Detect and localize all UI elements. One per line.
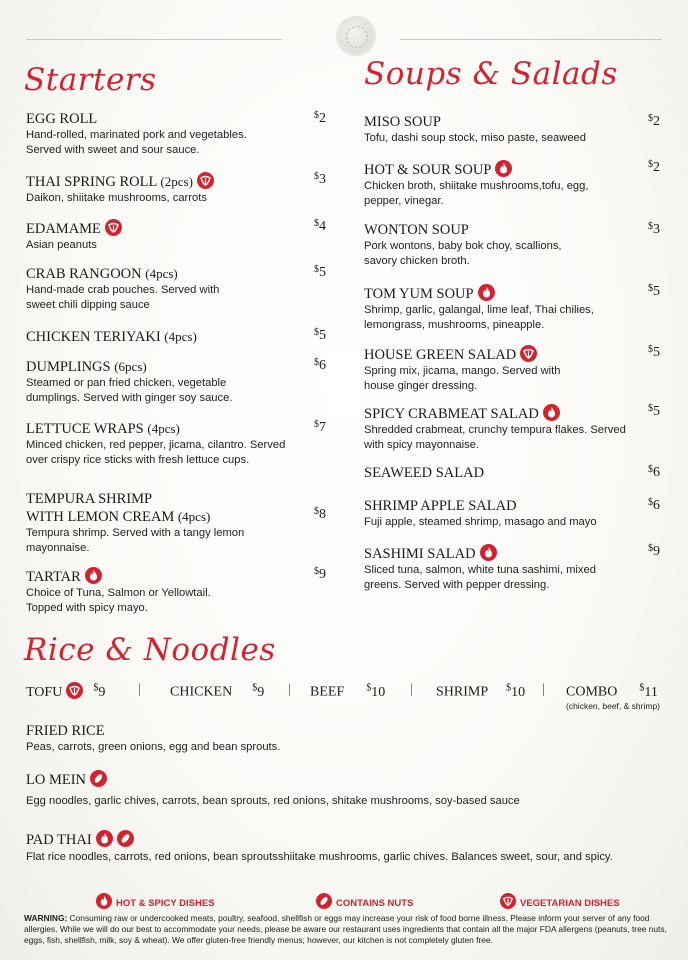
- item-name: HOT & SOUR SOUP: [364, 162, 492, 178]
- item-price: $8: [314, 506, 326, 522]
- protein-option: CHICKEN $9: [170, 682, 265, 700]
- item-price: $2: [648, 159, 660, 175]
- vegetarian-icon: [520, 345, 537, 362]
- item-qty: (4pcs): [145, 266, 178, 281]
- item-qty: (4pcs): [164, 329, 197, 344]
- menu-item: [26, 265, 306, 313]
- menu-item: [26, 219, 306, 253]
- separator: |: [410, 682, 413, 697]
- menu-item: [364, 345, 644, 394]
- item-desc: Hand-rolled, marinated pork and vegetables. Served with sweet and sour sauce.: [26, 129, 247, 156]
- protein-option: COMBO $11: [566, 682, 658, 700]
- menu-item: [26, 111, 306, 158]
- item-price: $2: [648, 113, 660, 129]
- item-price: $7: [314, 419, 326, 435]
- item-desc: Tofu, dashi soup stock, miso paste, seaweed: [364, 132, 587, 144]
- spicy-icon: [495, 160, 512, 177]
- menu-item: [26, 328, 306, 346]
- menu-item: [364, 114, 644, 146]
- item-qty: (2pcs): [160, 174, 193, 189]
- item-price: $5: [648, 403, 660, 419]
- item-desc: Peas, carrots, green onions, egg and bean sprouts.: [26, 741, 281, 753]
- menu-item: [364, 222, 644, 269]
- vegetarian-icon: [500, 893, 516, 909]
- protein-option: SHRIMP $10: [436, 682, 526, 700]
- item-price: $5: [314, 327, 326, 343]
- menu-item: [364, 465, 644, 482]
- nuts-icon: [316, 893, 332, 909]
- menu-item: [26, 830, 666, 865]
- legend-vegetarian: VEGETARIAN DISHES: [500, 893, 620, 909]
- protein-options: [26, 682, 676, 702]
- item-desc: Spring mix, jicama, mango. Served with house ginger dressing.: [364, 365, 561, 392]
- item-name: SHRIMP APPLE SALAD: [364, 498, 517, 514]
- menu-item: [364, 544, 644, 593]
- item-desc: Shredded crabmeat, crunchy tempura flakes. Served with spicy mayonnaise.: [364, 424, 626, 451]
- spicy-icon: [96, 830, 113, 847]
- nuts-icon: [117, 830, 134, 847]
- vegetarian-icon: [105, 219, 122, 236]
- item-price: $5: [314, 264, 326, 280]
- heading-rice-noodles: Rice & Noodles: [24, 632, 276, 668]
- item-name: PAD THAI: [26, 832, 92, 848]
- item-name: CRAB RANGOON: [26, 266, 142, 282]
- item-price: $5: [648, 283, 660, 299]
- item-desc: Sliced tuna, salmon, white tuna sashimi, mixed greens. Served with pepper dressing.: [364, 564, 596, 591]
- logo-seal: [336, 16, 376, 56]
- menu-item: [26, 770, 666, 809]
- menu-item: [364, 160, 644, 209]
- heading-starters: Starters: [24, 62, 157, 98]
- vegetarian-icon: [197, 172, 214, 189]
- item-price: $3: [648, 221, 660, 237]
- menu-item: [26, 723, 666, 755]
- spicy-icon: [96, 893, 112, 909]
- item-name: TARTAR: [26, 569, 81, 585]
- item-name: WONTON SOUP: [364, 222, 469, 238]
- legend-nuts: CONTAINS NUTS: [316, 893, 413, 909]
- item-name: TOM YUM SOUP: [364, 286, 474, 302]
- menu-item: [26, 491, 306, 556]
- item-desc: Flat rice noodles, carrots, red onions, bean sproutsshiitake mushrooms, garlic chives. Balances sweet, sour, and spicy.: [26, 851, 613, 863]
- item-price: $6: [314, 357, 326, 373]
- spicy-icon: [478, 284, 495, 301]
- menu-item: [26, 358, 306, 406]
- item-desc: Steamed or pan fried chicken, vegetable dumplings. Served with ginger soy sauce.: [26, 377, 233, 404]
- spicy-icon: [480, 544, 497, 561]
- spicy-icon: [85, 567, 102, 584]
- heading-soups-salads: Soups & Salads: [364, 56, 618, 92]
- combo-note: (chicken, beef, & shrimp): [566, 701, 661, 711]
- item-desc: Hand-made crab pouches. Served with sweet chili dipping sauce: [26, 284, 220, 311]
- item-price: $4: [314, 218, 326, 234]
- item-name: LO MEIN: [26, 772, 87, 788]
- item-price: $6: [648, 464, 660, 480]
- item-desc: Daikon, shiitake mushrooms, carrots: [26, 192, 207, 204]
- protein-option: BEEF $10: [310, 682, 386, 700]
- item-desc: Choice of Tuna, Salmon or Yellowtail. Topped with spicy mayo.: [26, 587, 211, 614]
- item-name: TEMPURA SHRIMP: [26, 491, 153, 507]
- item-desc: Chicken broth, shiitake mushrooms,tofu, egg, pepper, vinegar.: [364, 180, 589, 207]
- item-qty: (6pcs): [114, 359, 147, 374]
- item-name: SPICY CRABMEAT SALAD: [364, 406, 539, 422]
- item-name: DUMPLINGS: [26, 359, 111, 375]
- menu-item: [364, 284, 644, 333]
- item-name: THAI SPRING ROLL: [26, 174, 157, 190]
- item-qty: (4pcs): [177, 509, 211, 524]
- separator: |: [542, 682, 545, 697]
- item-name: EDAMAME: [26, 221, 101, 237]
- spicy-icon: [543, 404, 560, 421]
- menu-item: [364, 404, 644, 453]
- legend-spicy: HOT & SPICY DISHES: [96, 893, 215, 909]
- item-name: FRIED RICE: [26, 723, 105, 739]
- item-name: LETTUCE WRAPS: [26, 421, 144, 437]
- menu-item: [26, 567, 306, 616]
- allergy-warning: WARNING: Consuming raw or undercooked meats, poultry, seafood, shellfish or eggs may increase your risk of food borne illness. Please inform your server of any food allergies. While we will do our best to accommodate your needs, please be aware our restaurant uses ingredients that contain all the major FDA allergens (peanuts, tree nuts, eggs, fish, shellfish, milk, soy & wheat). We offer gluten-free friendly menus; however, our kitchen is not completely gluten free.: [24, 913, 667, 945]
- item-desc: Egg noodles, garlic chives, carrots, bean sprouts, red onions, shitake mushrooms, soy-based sauce: [26, 795, 520, 807]
- item-desc: Minced chicken, red pepper, jicama, cilantro. Served over crispy rice sticks with fresh lettuce cups.: [26, 439, 286, 466]
- separator: |: [288, 682, 291, 697]
- menu-item: [26, 420, 306, 468]
- item-name: CHICKEN TERIYAKI: [26, 329, 161, 345]
- menu-item: [364, 498, 644, 530]
- item-price: $6: [648, 497, 660, 513]
- item-desc: Pork wontons, baby bok choy, scallions, savory chicken broth.: [364, 240, 562, 267]
- item-name: SEAWEED SALAD: [364, 465, 485, 481]
- item-price: $9: [648, 543, 660, 559]
- item-name: EGG ROLL: [26, 111, 98, 127]
- item-price: $3: [314, 171, 326, 187]
- item-name-line2: WITH LEMON CREAM: [26, 509, 175, 525]
- item-qty: (4pcs): [147, 421, 180, 436]
- protein-option: TOFU $9: [26, 682, 106, 700]
- item-desc: Fuji apple, steamed shrimp, masago and mayo: [364, 516, 597, 528]
- item-desc: Shrimp, garlic, galangal, lime leaf, Thai chilies, lemongrass, mushrooms, pineapple.: [364, 304, 594, 331]
- vegetarian-icon: [66, 682, 83, 699]
- item-desc: Tempura shrimp. Served with a tangy lemon mayonnaise.: [26, 527, 245, 554]
- item-desc: Asian peanuts: [26, 239, 97, 251]
- item-name: MISO SOUP: [364, 114, 441, 130]
- item-price: $5: [648, 344, 660, 360]
- menu-item: [26, 172, 306, 206]
- item-price: $2: [314, 110, 326, 126]
- item-name: HOUSE GREEN SALAD: [364, 347, 517, 363]
- separator: |: [138, 682, 141, 697]
- top-rule-right: [400, 39, 662, 40]
- item-name: SASHIMI SALAD: [364, 546, 476, 562]
- top-rule-left: [26, 39, 282, 40]
- nuts-icon: [90, 770, 107, 787]
- item-price: $9: [314, 566, 326, 582]
